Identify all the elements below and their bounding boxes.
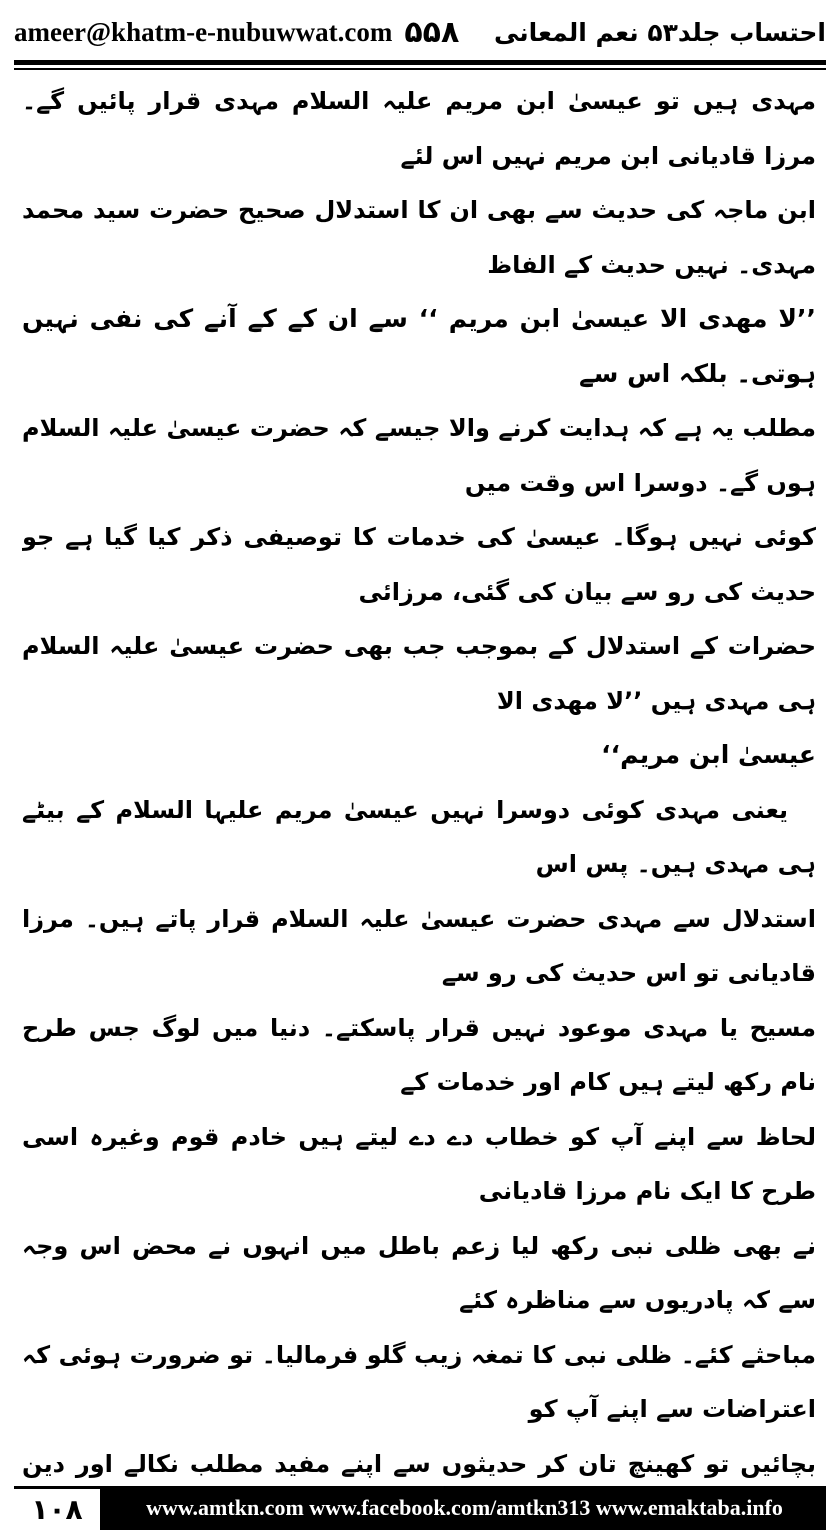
text-line: مباحثے کئے۔ ظلی نبی کا تمغہ زیب گلو فرمالیا۔ تو ضرورت ہوئی کہ اعتراضات سے اپنے آپ کو	[22, 1340, 816, 1423]
page-footer	[14, 1486, 826, 1530]
text-line: کوئی نہیں ہوگا۔ عیسیٰ کی خدمات کا توصیفی ذکر کیا گیا ہے جو حدیث کی رو سے بیان کی گئی، مرزائی	[22, 523, 816, 606]
header-email: ameer@khatm-e-nubuwwat.com	[14, 16, 393, 47]
body-text	[22, 74, 816, 1479]
text-line: یعنی مہدی کوئی دوسرا نہیں عیسیٰ مریم علیہا السلام کے بیٹے ہی مہدی ہیں۔ پس اس	[22, 795, 816, 878]
text-line: مطلب یہ ہے کہ ہدایت کرنے والا جیسے کہ حضرت عیسیٰ علیہ السلام ہوں گے۔ دوسرا اس وقت میں	[22, 414, 816, 497]
text-line: مہدی ہیں تو عیسیٰ ابن مریم علیہ السلام مہدی قرار پائیں گے۔ مرزا قادیانی ابن مریم نہیں اس لئے	[22, 87, 816, 170]
text-line: بچائیں تو کھینچ تان کر حدیثوں سے اپنے مفید مطلب نکالے اور دین	[22, 1449, 816, 1478]
text-line: لحاظ سے اپنے آپ کو خطاب دے دے لیتے ہیں خادم قوم وغیرہ اسی طرح کا ایک نام مرزا قادیانی	[22, 1122, 816, 1205]
header-book-title: احتساب جلد۵۳ نعم المعانی	[493, 17, 826, 47]
text-line: عیسیٰ ابن مریم‘‘	[601, 740, 816, 769]
page-header	[14, 6, 826, 58]
footer-folio-number: ۱۰۸	[14, 1486, 103, 1530]
header-left	[14, 15, 459, 50]
header-rule-thick	[14, 60, 826, 65]
text-line: نے بھی ظلی نبی رکھ لیا زعم باطل میں انہوں نے محض اس وجہ سے کہ پادریوں سے مناظرہ کئے	[22, 1231, 816, 1314]
text-line: حضرات کے استدلال کے بموجب جب بھی حضرت عیسیٰ علیہ السلام ہی مہدی ہیں ’’لا مھدی الا	[22, 632, 816, 715]
header-rule-thin	[14, 68, 826, 70]
text-line: ’’لا مھدی الا عیسیٰ ابن مریم ‘‘ سے ان کے کے آنے کی نفی نہیں ہوتی۔ بلکہ اس سے	[22, 304, 816, 388]
text-line: ابن ماجہ کی حدیث سے بھی ان کا استدلال صحیح حضرت سید محمد مہدی۔ نہیں حدیث کے الفاظ	[22, 196, 816, 279]
footer-website-links: www.amtkn.com www.facebook.com/amtkn313 www.emaktaba.info	[103, 1486, 826, 1530]
text-line: استدلال سے مہدی حضرت عیسیٰ علیہ السلام قرار پاتے ہیں۔ مرزا قادیانی تو اس حدیث کی رو سے	[22, 904, 816, 987]
header-page-number: ۵۵۸	[404, 14, 460, 50]
text-line: مسیح یا مہدی موعود نہیں قرار پاسکتے۔ دنیا میں لوگ جس طرح نام رکھ لیتے ہیں کام اور خدمات کے	[22, 1013, 816, 1096]
